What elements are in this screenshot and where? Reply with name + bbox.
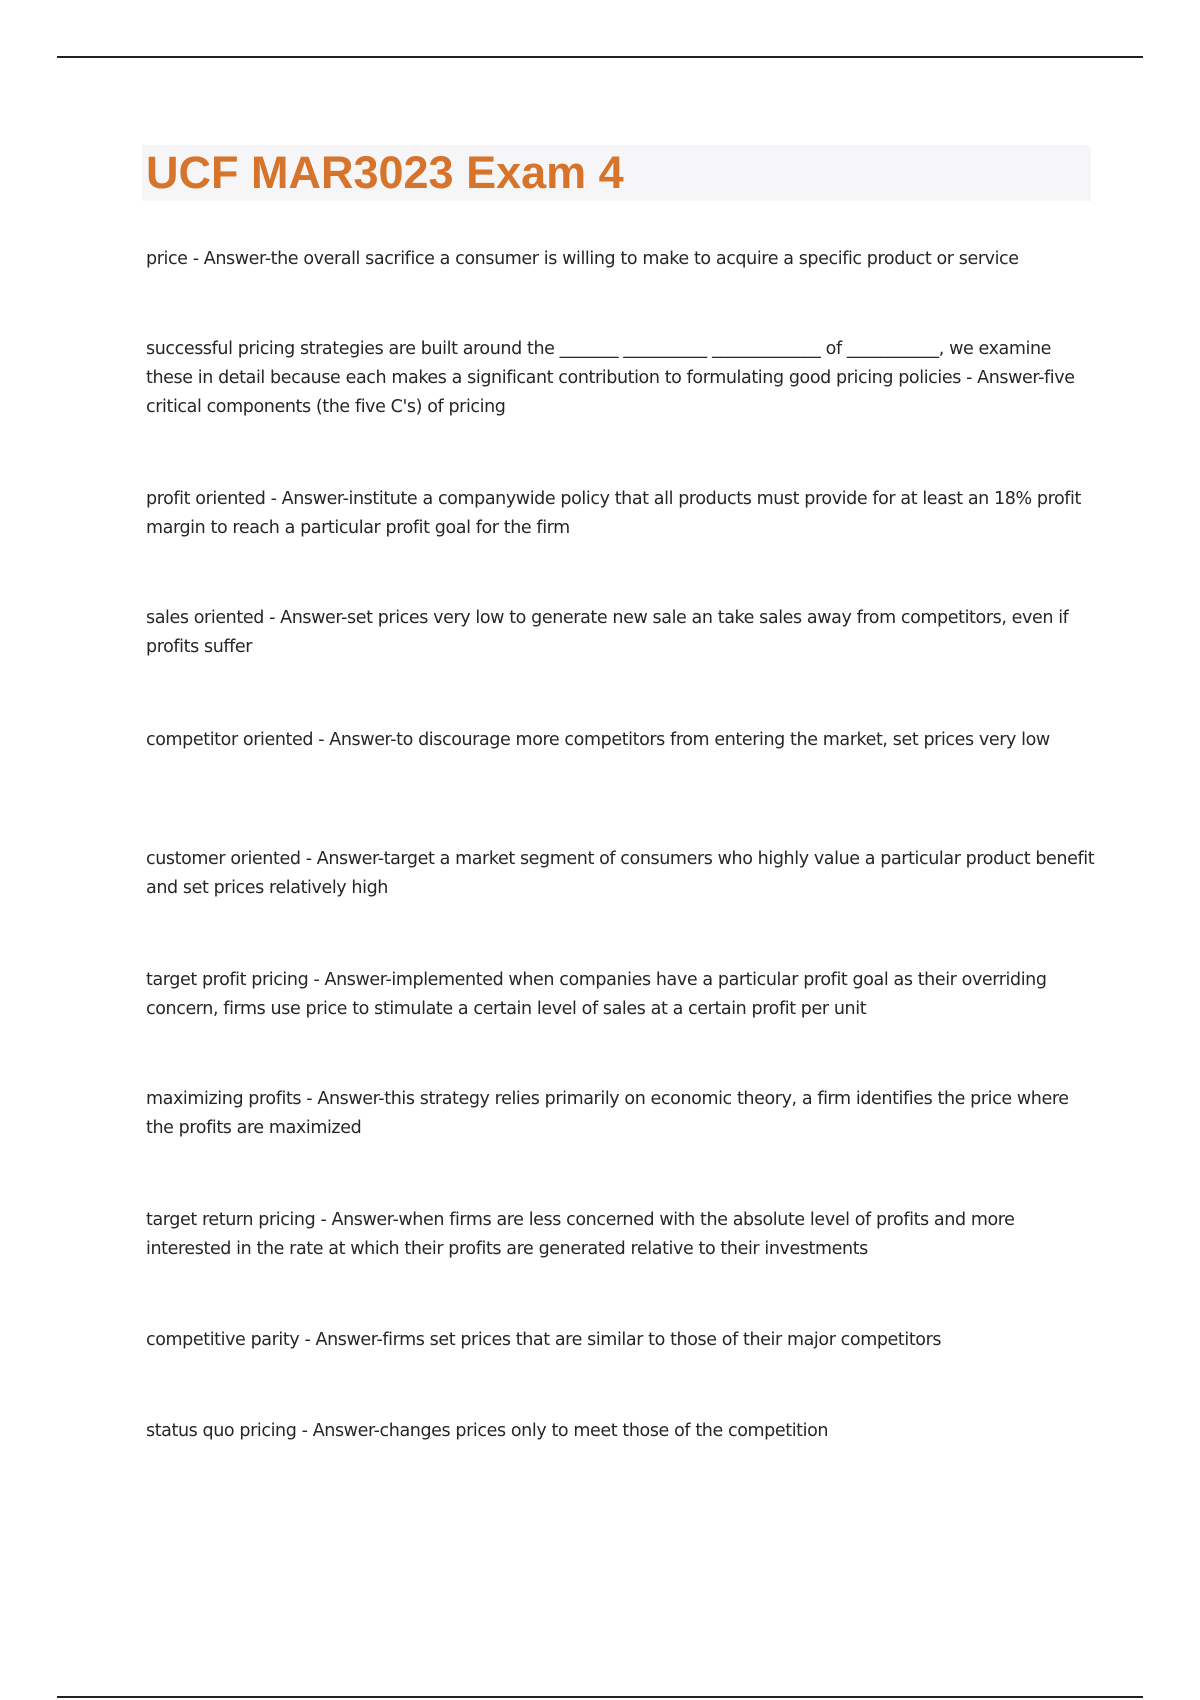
flashcard-entry: target return pricing - Answer-when firms are less concerned with the absolute level of profits and more interested in the rate at which their profits are generated relative to their investments — [146, 1210, 1015, 1259]
flashcard-entry: target profit pricing - Answer-implemented when companies have a particular profit goal as their overriding concern, firms use price to stimulate a certain level of sales at a certain profit per unit — [146, 970, 1047, 1019]
flashcard-entry: price - Answer-the overall sacrifice a consumer is willing to make to acquire a specific product or service — [146, 249, 1019, 269]
flashcard-entry: competitor oriented - Answer-to discourage more competitors from entering the market, set prices very low — [146, 730, 1050, 750]
flashcard-entry: competitive parity - Answer-firms set prices that are similar to those of their major competitors — [146, 1330, 942, 1350]
flashcard-entry: sales oriented - Answer-set prices very low to generate new sale an take sales away from competitors, even if profits suffer — [146, 608, 1069, 657]
top-rule — [57, 56, 1143, 58]
title-banner — [142, 145, 1091, 201]
flashcard-entry: customer oriented - Answer-target a market segment of consumers who highly value a particular product benefit and set prices relatively high — [146, 849, 1095, 898]
bottom-rule — [57, 1696, 1143, 1698]
flashcard-entry: maximizing profits - Answer-this strategy relies primarily on economic theory, a firm identifies the price where the profits are maximized — [146, 1089, 1069, 1138]
flashcard-entry: profit oriented - Answer-institute a companywide policy that all products must provide for at least an 18% profit margin to reach a particular profit goal for the firm — [146, 489, 1081, 538]
document-title: UCF MAR3023 Exam 4 — [146, 147, 624, 198]
flashcard-entry: status quo pricing - Answer-changes prices only to meet those of the competition — [146, 1421, 829, 1441]
flashcard-entry: successful pricing strategies are built around the _______ __________ _____________ of ___________, we examine these in detail because each makes a significant contribution to formulating good pricing policies - Answer-five critical components (the five C's) of pricing — [146, 339, 1075, 417]
